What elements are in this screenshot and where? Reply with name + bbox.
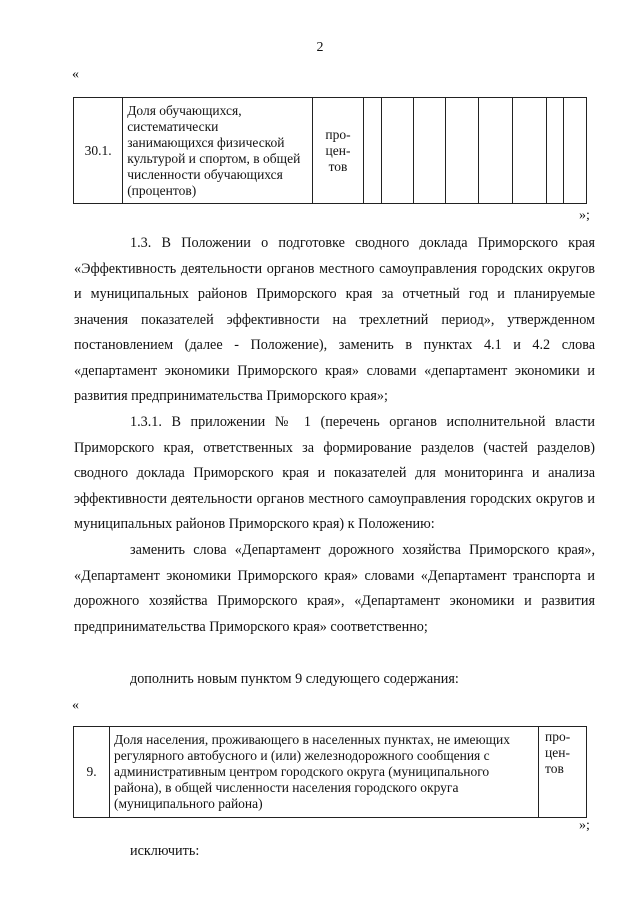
unit-cell — [312, 98, 363, 204]
table2-close-quote: »; — [579, 818, 590, 833]
table-row — [74, 98, 587, 204]
empty-cell — [446, 98, 478, 204]
indicator-name-cell — [123, 98, 313, 204]
empty-cell — [563, 98, 586, 204]
paragraph-1-3-1: 1.3.1. В приложении № 1 (перечень органов исполнительной власти Приморского края, ответственных за формирование разделов (частей разделов) сводного доклада Приморского края и показателей для мониторинга и анализа эффективности деятельности органов местного самоуправления городских округов и муниципальных районов Приморского края) к Положению: — [74, 414, 595, 532]
page-number: 2 — [316, 40, 324, 55]
empty-cell — [414, 98, 446, 204]
row-number-cell — [74, 98, 123, 204]
paragraph-exclude: исключить: — [130, 843, 200, 859]
empty-cell — [478, 98, 512, 204]
row-number-cell — [74, 727, 110, 818]
paragraph-1-3: 1.3. В Положении о подготовке сводного доклада Приморского края «Эффективность деятельности органов местного самоуправления городских округов и муниципальных районов Приморского края за отчетный год и планируемые значения показателей эффективности на трехлетний период», утвержденном постановлением (далее - Положение), заменить в пунктах 4.1 и 4.2 слова «департамент экономики Приморского края» словами «департамент экономики и развития предпринимательства Приморского края»; — [74, 235, 595, 404]
indicator-name: Доля населения, проживающего в населенных пунктах, не имеющих регулярного автобусного и (или) железнодорожного сообщения с административным центром городского округа (муниципального района), в общей численности населения городского округа (муниципального района) — [114, 732, 510, 811]
table1-open-quote: « — [72, 67, 79, 82]
indicator-table-2 — [73, 726, 587, 818]
unit-cell — [539, 727, 587, 818]
empty-cell — [364, 98, 382, 204]
unit-text: про- цен- тов — [545, 729, 571, 776]
row-number: 9. — [86, 764, 97, 779]
table2-open-quote: « — [72, 698, 79, 713]
indicator-name-cell — [110, 727, 539, 818]
empty-cell — [512, 98, 546, 204]
table-row — [74, 727, 587, 818]
paragraph-add-item: дополнить новым пунктом 9 следующего содержания: — [130, 671, 459, 687]
paragraph-replace: заменить слова «Департамент дорожного хозяйства Приморского края», «Департамент экономики Приморского края» словами «Департамент транспорта и дорожного хозяйства Приморского края», «Департамент экономики и развития предпринимательства Приморского края» соответственно; — [74, 542, 595, 635]
indicator-name: Доля обучающихся, систематически занимающихся физической культурой и спортом, в общей численности обучающихся (процентов) — [127, 102, 301, 198]
indicator-table-1 — [73, 97, 587, 204]
empty-cell — [382, 98, 414, 204]
table1-close-quote: »; — [579, 208, 590, 223]
row-number: 30.1. — [84, 142, 112, 158]
unit-text: про- цен- тов — [325, 126, 351, 174]
empty-cell — [546, 98, 563, 204]
